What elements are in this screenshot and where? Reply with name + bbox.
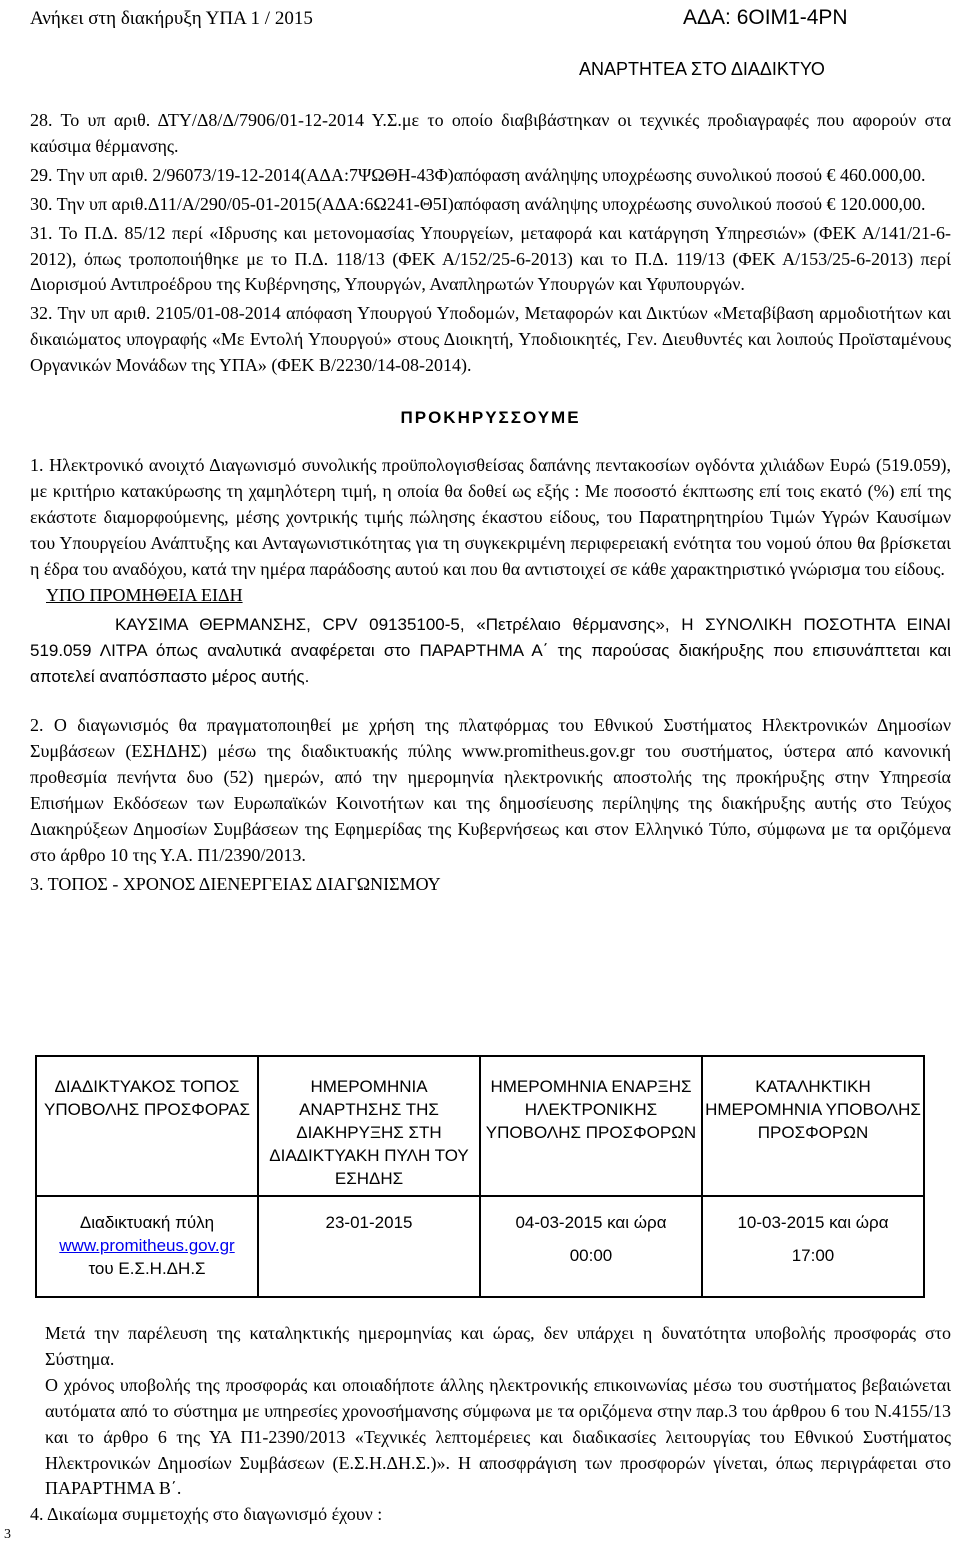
table-row [36,1196,924,1297]
item-28: 28. Το υπ αριθ. ΔΤΥ/Δ8/Δ/7906/01-12-2014 Υ.Σ.με το οποίο διαβιβάστηκαν οι τεχνικές προδιαγραφές που αφορούν στα καύσιμα θέρμανσης. [30,110,951,156]
procurement-items-line: ΚΑΥΣΙΜΑ ΘΕΡΜΑΝΣΗΣ, CPV 09135100-5, «Πετρέλαιο θέρμανσης», Η ΣΥΝΟΛΙΚΗ ΠΟΣΟΤΗΤΑ ΕΙΝΑΙ 519.059 ΛΙΤΡΑ όπως αναλυτικά αναφέρεται στο ΠΑΡΑΡΤΗΜΑ Α΄ της παρούσας διακήρυξης που επισυνάπτεται και αποτελεί αναπόσπαστο μέρος αυτής. [30,615,951,687]
deadline-time-value: 17:00 [791,1246,835,1265]
portal-label: Διαδικτυακή πύλη [79,1213,215,1232]
item-30: 30. Την υπ αριθ.Δ11/Α/290/05-01-2015(ΑΔΑ:6Ω241-Θ5Ι)απόφαση ανάληψης υποχρέωσης συνολικού ποσού € 120.000,00. [30,193,926,214]
table-header-row [36,1056,924,1196]
portal-owner: του Ε.Σ.Η.ΔΗ.Σ [88,1259,206,1278]
paragraph-after-deadline: Μετά την παρέλευση της καταληκτικής ημερομηνίας και ώρας, δεν υπάρχει η δυνατότητα υποβολής προσφοράς στο Σύστημα. [45,1323,951,1369]
proclaim-heading: ΠΡΟΚΗΡΥΣΣΟΥΜΕ [400,408,581,428]
header-deadline: ΚΑΤΑΛΗΚΤΙΚΗ ΗΜΕΡΟΜΗΝΙΑ ΥΠΟΒΟΛΗΣ ΠΡΟΣΦΟΡΩΝ [702,1056,924,1196]
header-ada-code: ΑΔΑ: 6ΟΙΜ1-4ΡΝ [683,6,848,29]
page-number: 3 [4,1527,11,1542]
start-time-value: 00:00 [569,1246,613,1265]
paragraph-4: 4. Δικαίωμα συμμετοχής στο διαγωνισμό έχουν : [30,1504,383,1525]
header-publish-note: ΑΝΑΡΤΗΤΕΑ ΣΤΟ ΔΙΑΔΙΚΤΥΟ [579,59,825,79]
document-body [30,108,951,897]
post-table-text [30,1321,951,1528]
item-31: 31. Το Π.Δ. 85/12 περί «Ιδρυσης και μετονομασίας Υπουργείων, μεταφορά και κατάργηση Υπηρεσιών» (ΦΕΚ Α/141/21-6-2012), όπως τροποποιήθηκε με το Π.Δ. 118/13 (ΦΕΚ Α/152/25-6-2013) και το Π.Δ. 119/13 (ΦΕΚ Α/153/25-6-2013) περί Διορισμού Αντιπροέδρου της Κυβέρνησης, Υπουργών, Αναπληρωτών Υπουργών και Υφυπουργών. [30,222,951,295]
deadline-date-value: 10-03-2015 και ώρα [737,1213,889,1232]
cell-start-date [480,1196,702,1297]
item-32: 32. Την υπ αριθ. 2105/01-08-2014 απόφαση Υπουργού Υποδομών, Μεταφορών και Δικτύων «Μεταβίβαση αρμοδιοτήτων και δικαιώματος υπογραφής «Με Εντολή Υπουργού» στους Διοικητή, Υποδιοικητές, Γεν. Διευθυντές και λοιπούς Προϊσταμένους Οργανικών Μονάδων της ΥΠΑ» (ΦΕΚ Β/2230/14-08-2014). [30,303,951,376]
cell-deadline [702,1196,924,1297]
header-submission-site: ΔΙΑΔΙΚΤΥΑΚΟΣ ΤΟΠΟΣ ΥΠΟΒΟΛΗΣ ΠΡΟΣΦΟΡΑΣ [36,1056,258,1196]
header-start-date: ΗΜΕΡΟΜΗΝΙΑ ΕΝΑΡΞΗΣ ΗΛΕΚΤΡΟΝΙΚΗΣ ΥΠΟΒΟΛΗΣ ΠΡΟΣΦΟΡΩΝ [480,1056,702,1196]
portal-link[interactable]: www.promitheus.gov.gr [59,1236,235,1255]
start-date-value: 04-03-2015 και ώρα [515,1213,667,1232]
procurement-items-heading: ΥΠΟ ΠΡΟΜΗΘΕΙΑ ΕΙΔΗ [46,584,243,605]
cell-posting-date: 23-01-2015 [258,1196,480,1297]
tender-schedule-table [35,1055,925,1298]
item-29: 29. Την υπ αριθ. 2/96073/19-12-2014(ΑΔΑ:7ΨΩΘΗ-43Φ)απόφαση ανάληψης υποχρέωσης συνολικού ποσού € 460.000,00. [30,164,926,185]
paragraph-3: 3. ΤΟΠΟΣ - ΧΡΟΝΟΣ ΔΙΕΝΕΡΓΕΙΑΣ ΔΙΑΓΩΝΙΣΜΟΥ [30,873,441,894]
cell-submission-site [36,1196,258,1297]
paragraph-2: 2. Ο διαγωνισμός θα πραγματοποιηθεί με χρήση της πλατφόρμας του Εθνικού Συστήματος Ηλεκτρονικών Δημοσίων Συμβάσεων (ΕΣΗΔΗΣ) μέσω της διαδικτυακής πύλης www.promitheus.gov.gr του συστήματος, ύστερα από κανονική προθεσμία πενήντα δυο (52) ημερών, από την ημερομηνία ηλεκτρονικής αποστολής της προκήρυξης στην Υπηρεσία Επισήμων Εκδόσεων των Ευρωπαϊκών Κοινοτήτων και της δημοσίευσης περίληψης της διακήρυξης αυτής στο Τεύχος Διακηρύξεων Δημοσίων Συμβάσεων της Εφημερίδας της Κυβερνήσεως και στον Ελληνικό Τύπο, σύμφωνα με τα οριζόμενα στο άρθρο 10 της Υ.Α. Π1/2390/2013. [30,715,951,865]
header-document-ref: Ανήκει στη διακήρυξη ΥΠΑ 1 / 2015 [30,8,313,29]
paragraph-timestamp: Ο χρόνος υποβολής της προσφοράς και οποιαδήποτε άλλης ηλεκτρονικής επικοινωνίας μέσω του συστήματος βεβαιώνεται αυτόματα από το σύστημα με υπηρεσίες χρονοσήμανσης σύμφωνα με τα οριζόμενα στην παρ.3 του άρθρου 6 του Ν.4155/13 και το άρθρο 6 της ΥΑ Π1-2390/2013 «Τεχνικές λεπτομέρειες και διαδικασίες λειτουργίας του Εθνικού Συστήματος Ηλεκτρονικών Δημοσίων Συμβάσεων (Ε.Σ.Η.ΔΗ.Σ.)». Η αποσφράγιση των προσφορών γίνεται, όπως περιγράφεται στο ΠΑΡΑΡΤΗΜΑ Β΄. [45,1374,951,1499]
header-posting-date: ΗΜΕΡΟΜΗΝΙΑ ΑΝΑΡΤΗΣΗΣ ΤΗΣ ΔΙΑΚΗΡΥΞΗΣ ΣΤΗ ΔΙΑΔΙΚΤΥΑΚΗ ΠΥΛΗ ΤΟΥ ΕΣΗΔΗΣ [258,1056,480,1196]
paragraph-1: 1. Ηλεκτρονικό ανοιχτό Διαγωνισμό συνολικής προϋπολογισθείσας δαπάνης πεντακοσίων ογδόντα χιλιάδων Ευρώ (519.059), με κριτήριο κατακύρωσης τη χαμηλότερη τιμή, η οποία θα δοθεί ως εξής : Με ποσοστό έκπτωσης επί τοις εκατό (%) επί της εκάστοτε διαμορφούμενης, μέσης χοντρικής τιμής πώλησης έκαστου είδους, του Παρατηρητηρίου Τιμών Υγρών Καυσίμων του Υπουργείου Ανάπτυξης και Ανταγωνιστικότητας για τη συγκεκριμένη περιφερειακή ενότητα του νομού όπου θα βρίσκεται η έδρα του αναδόχου, κατά την ημέρα παράδοσης αυτού και που θα αντιστοιχεί σε κάθε χαρακτηριστικό γνώρισμα του είδους. [30,454,951,579]
